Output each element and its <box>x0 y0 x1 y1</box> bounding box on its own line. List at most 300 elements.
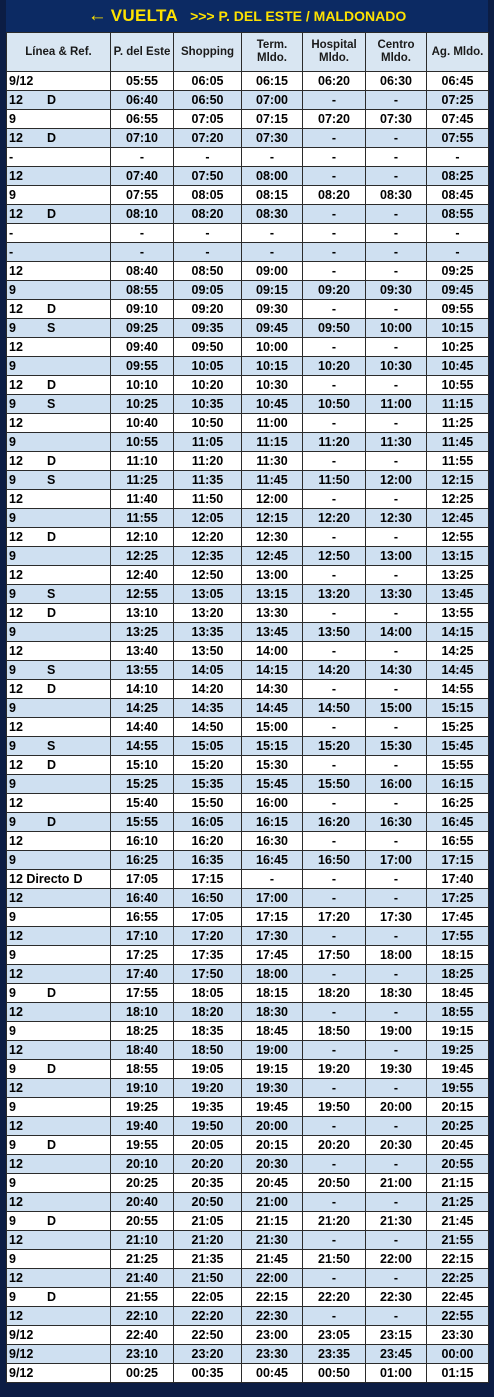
time-cell-hospital: 17:20 <box>303 908 366 927</box>
time-cell-hospital: 23:35 <box>303 1345 366 1364</box>
time-cell-punta-del-este: 07:55 <box>111 186 174 205</box>
line-reference: D <box>47 682 57 696</box>
table-row <box>7 167 489 186</box>
line-number: 9 <box>9 1252 16 1266</box>
line-reference: D <box>47 1214 57 1228</box>
time-cell-hospital: 15:50 <box>303 775 366 794</box>
time-cell-terminal: 06:15 <box>242 72 303 91</box>
line-ref-cell <box>7 1212 111 1231</box>
line-ref-cell <box>7 471 111 490</box>
time-cell-hospital: - <box>303 243 366 262</box>
line-number: 12 <box>9 967 23 981</box>
line-number: 12 <box>9 929 23 943</box>
time-cell-centro: 12:30 <box>366 509 427 528</box>
time-cell-punta-del-este: 12:40 <box>111 566 174 585</box>
line-number: 12 <box>9 340 23 354</box>
table-row <box>7 1003 489 1022</box>
time-cell-agencia: 07:55 <box>427 129 489 148</box>
time-cell-punta-del-este: 20:25 <box>111 1174 174 1193</box>
time-cell-shopping: 22:20 <box>174 1307 242 1326</box>
time-cell-centro: - <box>366 243 427 262</box>
time-cell-hospital: - <box>303 205 366 224</box>
time-cell-punta-del-este: 14:10 <box>111 680 174 699</box>
time-cell-hospital: 19:50 <box>303 1098 366 1117</box>
line-ref-cell <box>7 965 111 984</box>
time-cell-hospital: - <box>303 129 366 148</box>
time-cell-shopping: 07:50 <box>174 167 242 186</box>
time-cell-terminal: 21:15 <box>242 1212 303 1231</box>
time-cell-hospital: - <box>303 91 366 110</box>
line-reference: D <box>47 378 57 392</box>
line-ref-cell <box>7 604 111 623</box>
time-cell-centro: - <box>366 91 427 110</box>
time-cell-centro: - <box>366 794 427 813</box>
time-cell-shopping: 17:05 <box>174 908 242 927</box>
line-ref-cell <box>7 281 111 300</box>
table-row <box>7 1231 489 1250</box>
time-cell-agencia: 17:45 <box>427 908 489 927</box>
time-cell-hospital: 09:50 <box>303 319 366 338</box>
time-cell-agencia: 15:45 <box>427 737 489 756</box>
line-ref-cell <box>7 984 111 1003</box>
line-ref-cell <box>7 224 111 243</box>
line-ref-cell <box>7 585 111 604</box>
time-cell-shopping: 00:35 <box>174 1364 242 1383</box>
time-cell-punta-del-este: 13:40 <box>111 642 174 661</box>
time-cell-centro: - <box>366 965 427 984</box>
time-cell-centro: 07:30 <box>366 110 427 129</box>
line-number: 12 <box>9 796 23 810</box>
time-cell-agencia: 08:25 <box>427 167 489 186</box>
time-cell-terminal: 07:15 <box>242 110 303 129</box>
table-row <box>7 1079 489 1098</box>
time-cell-hospital: - <box>303 1041 366 1060</box>
time-cell-terminal: 13:15 <box>242 585 303 604</box>
time-cell-centro: 22:30 <box>366 1288 427 1307</box>
line-number: 12 <box>9 169 23 183</box>
time-cell-agencia: 18:15 <box>427 946 489 965</box>
time-cell-shopping: 09:05 <box>174 281 242 300</box>
time-cell-punta-del-este: 19:25 <box>111 1098 174 1117</box>
time-cell-terminal: 14:30 <box>242 680 303 699</box>
time-cell-punta-del-este: 10:40 <box>111 414 174 433</box>
time-cell-hospital: - <box>303 756 366 775</box>
line-ref-cell <box>7 1003 111 1022</box>
time-cell-hospital: - <box>303 262 366 281</box>
table-row <box>7 319 489 338</box>
time-cell-agencia: 00:00 <box>427 1345 489 1364</box>
time-cell-agencia: 08:55 <box>427 205 489 224</box>
time-cell-centro: - <box>366 1117 427 1136</box>
time-cell-hospital: 08:20 <box>303 186 366 205</box>
time-cell-agencia: 16:15 <box>427 775 489 794</box>
time-cell-terminal: 15:45 <box>242 775 303 794</box>
table-row <box>7 889 489 908</box>
time-cell-punta-del-este: 16:25 <box>111 851 174 870</box>
time-cell-punta-del-este: 07:10 <box>111 129 174 148</box>
time-cell-agencia: - <box>427 243 489 262</box>
time-cell-terminal: 17:15 <box>242 908 303 927</box>
line-ref-cell <box>7 148 111 167</box>
time-cell-terminal: 09:15 <box>242 281 303 300</box>
time-cell-agencia: 20:25 <box>427 1117 489 1136</box>
table-row <box>7 680 489 699</box>
line-number: 12 <box>9 1195 23 1209</box>
line-number: 12 <box>9 606 23 620</box>
time-cell-shopping: 16:05 <box>174 813 242 832</box>
time-cell-shopping: 19:50 <box>174 1117 242 1136</box>
time-cell-shopping: 14:20 <box>174 680 242 699</box>
line-number: 9 <box>9 1290 16 1304</box>
line-reference: D <box>47 207 57 221</box>
time-cell-agencia: 14:55 <box>427 680 489 699</box>
time-cell-terminal: 08:30 <box>242 205 303 224</box>
time-cell-agencia: 09:25 <box>427 262 489 281</box>
table-row <box>7 1155 489 1174</box>
time-cell-centro: - <box>366 1003 427 1022</box>
line-reference: S <box>47 321 56 335</box>
time-cell-shopping: 12:50 <box>174 566 242 585</box>
time-cell-agencia: 15:55 <box>427 756 489 775</box>
time-cell-shopping: 13:50 <box>174 642 242 661</box>
time-cell-hospital: 22:20 <box>303 1288 366 1307</box>
time-cell-terminal: 08:15 <box>242 186 303 205</box>
time-cell-shopping: 08:20 <box>174 205 242 224</box>
time-cell-centro: - <box>366 1231 427 1250</box>
time-cell-punta-del-este: 22:10 <box>111 1307 174 1326</box>
line-ref-cell <box>7 528 111 547</box>
time-cell-agencia: 19:25 <box>427 1041 489 1060</box>
line-number: 9/12 <box>9 1366 34 1380</box>
time-cell-agencia: 20:15 <box>427 1098 489 1117</box>
time-cell-punta-del-este: 11:40 <box>111 490 174 509</box>
column-header-terminal: Term. Mldo. <box>242 33 303 72</box>
table-row <box>7 338 489 357</box>
time-cell-shopping: 07:20 <box>174 129 242 148</box>
table-row <box>7 984 489 1003</box>
time-cell-shopping: 16:20 <box>174 832 242 851</box>
time-cell-centro: - <box>366 1155 427 1174</box>
line-reference: D <box>47 454 57 468</box>
time-cell-agencia: 19:15 <box>427 1022 489 1041</box>
line-number: 9 <box>9 986 16 1000</box>
line-number: 9 <box>9 701 16 715</box>
time-cell-hospital: 14:20 <box>303 661 366 680</box>
line-number: 9 <box>9 1100 16 1114</box>
time-cell-agencia: 14:25 <box>427 642 489 661</box>
table-row <box>7 490 489 509</box>
table-row <box>7 623 489 642</box>
line-ref-cell <box>7 718 111 737</box>
table-row <box>7 1117 489 1136</box>
line-ref-cell <box>7 1060 111 1079</box>
time-cell-shopping: 22:50 <box>174 1326 242 1345</box>
line-number: - <box>9 245 14 259</box>
line-reference: S <box>47 663 56 677</box>
table-row <box>7 927 489 946</box>
time-cell-terminal: 12:45 <box>242 547 303 566</box>
line-ref-cell <box>7 72 111 91</box>
line-number: - <box>9 150 14 164</box>
time-cell-hospital: 21:50 <box>303 1250 366 1269</box>
time-cell-centro: 12:00 <box>366 471 427 490</box>
time-cell-terminal: 12:00 <box>242 490 303 509</box>
time-cell-centro: 16:30 <box>366 813 427 832</box>
time-cell-hospital: 23:05 <box>303 1326 366 1345</box>
time-cell-shopping: 21:05 <box>174 1212 242 1231</box>
line-number: 9 <box>9 283 16 297</box>
time-cell-centro: - <box>366 148 427 167</box>
table-row <box>7 376 489 395</box>
time-cell-agencia: - <box>427 148 489 167</box>
time-cell-centro: 22:00 <box>366 1250 427 1269</box>
time-cell-hospital: 13:20 <box>303 585 366 604</box>
line-ref-cell <box>7 1041 111 1060</box>
time-cell-punta-del-este: 11:10 <box>111 452 174 471</box>
time-cell-terminal: 19:45 <box>242 1098 303 1117</box>
time-cell-hospital: - <box>303 680 366 699</box>
time-cell-terminal: 20:00 <box>242 1117 303 1136</box>
time-cell-terminal: 22:30 <box>242 1307 303 1326</box>
time-cell-agencia: 13:55 <box>427 604 489 623</box>
table-row <box>7 72 489 91</box>
line-number: 9 <box>9 1062 16 1076</box>
line-ref-cell <box>7 357 111 376</box>
time-cell-punta-del-este: 18:25 <box>111 1022 174 1041</box>
line-ref-cell <box>7 1193 111 1212</box>
line-number: 9 <box>9 188 16 202</box>
time-cell-centro: 10:30 <box>366 357 427 376</box>
line-reference: D <box>47 606 57 620</box>
line-ref-cell <box>7 908 111 927</box>
table-row <box>7 471 489 490</box>
time-cell-hospital: - <box>303 490 366 509</box>
time-cell-centro: - <box>366 832 427 851</box>
line-number: - <box>9 226 14 240</box>
time-cell-terminal: 13:30 <box>242 604 303 623</box>
time-cell-centro: - <box>366 1269 427 1288</box>
time-cell-agencia: 19:45 <box>427 1060 489 1079</box>
table-row <box>7 908 489 927</box>
time-cell-agencia: 10:55 <box>427 376 489 395</box>
time-cell-shopping: 19:05 <box>174 1060 242 1079</box>
time-cell-centro: - <box>366 1041 427 1060</box>
time-cell-hospital: - <box>303 604 366 623</box>
line-ref-cell <box>7 262 111 281</box>
time-cell-centro: 01:00 <box>366 1364 427 1383</box>
table-row <box>7 1041 489 1060</box>
time-cell-centro: 11:00 <box>366 395 427 414</box>
table-row <box>7 1250 489 1269</box>
line-ref-cell <box>7 1364 111 1383</box>
time-cell-centro: - <box>366 490 427 509</box>
time-cell-punta-del-este: 18:55 <box>111 1060 174 1079</box>
line-number: 9 <box>9 625 16 639</box>
line-ref-cell <box>7 699 111 718</box>
line-number: 9/12 <box>9 74 34 88</box>
line-ref-cell <box>7 680 111 699</box>
time-cell-agencia: 22:45 <box>427 1288 489 1307</box>
time-cell-shopping: 15:05 <box>174 737 242 756</box>
line-ref-cell <box>7 737 111 756</box>
line-number: 9 <box>9 910 16 924</box>
line-number: 12 <box>9 1043 23 1057</box>
line-ref-cell <box>7 1269 111 1288</box>
time-cell-hospital: 12:20 <box>303 509 366 528</box>
line-ref-cell <box>7 1288 111 1307</box>
time-cell-agencia: 12:55 <box>427 528 489 547</box>
time-cell-agencia: 17:40 <box>427 870 489 889</box>
time-cell-centro: - <box>366 870 427 889</box>
time-cell-terminal: 16:45 <box>242 851 303 870</box>
time-cell-shopping: 19:20 <box>174 1079 242 1098</box>
time-cell-terminal: 21:00 <box>242 1193 303 1212</box>
line-number: 12 <box>9 1005 23 1019</box>
line-number: 12 <box>9 93 23 107</box>
time-cell-punta-del-este: 09:25 <box>111 319 174 338</box>
time-cell-terminal: 11:15 <box>242 433 303 452</box>
time-cell-shopping: 11:05 <box>174 433 242 452</box>
time-cell-agencia: 11:45 <box>427 433 489 452</box>
time-cell-hospital: - <box>303 148 366 167</box>
time-cell-punta-del-este: 14:55 <box>111 737 174 756</box>
time-cell-centro: - <box>366 528 427 547</box>
time-cell-centro: - <box>366 262 427 281</box>
time-cell-terminal: 22:00 <box>242 1269 303 1288</box>
time-cell-agencia: 11:55 <box>427 452 489 471</box>
time-cell-punta-del-este: 10:55 <box>111 433 174 452</box>
time-cell-shopping: 16:50 <box>174 889 242 908</box>
line-reference: D <box>47 131 57 145</box>
time-cell-agencia: 16:45 <box>427 813 489 832</box>
time-cell-centro: - <box>366 205 427 224</box>
time-cell-terminal: - <box>242 243 303 262</box>
line-reference: D <box>47 815 57 829</box>
time-cell-hospital: - <box>303 870 366 889</box>
time-cell-agencia: 15:25 <box>427 718 489 737</box>
time-cell-punta-del-este: 06:40 <box>111 91 174 110</box>
time-cell-terminal: 10:45 <box>242 395 303 414</box>
time-cell-shopping: 08:05 <box>174 186 242 205</box>
time-cell-centro: - <box>366 718 427 737</box>
time-cell-hospital: - <box>303 338 366 357</box>
line-ref-cell <box>7 1022 111 1041</box>
timetable <box>6 32 489 1383</box>
table-row <box>7 1212 489 1231</box>
time-cell-punta-del-este: 14:40 <box>111 718 174 737</box>
line-number: 9 <box>9 853 16 867</box>
time-cell-agencia: 12:25 <box>427 490 489 509</box>
time-cell-shopping: 17:20 <box>174 927 242 946</box>
time-cell-agencia: 11:15 <box>427 395 489 414</box>
time-cell-agencia: 06:45 <box>427 72 489 91</box>
time-cell-terminal: 14:45 <box>242 699 303 718</box>
time-cell-punta-del-este: 10:10 <box>111 376 174 395</box>
time-cell-terminal: 18:45 <box>242 1022 303 1041</box>
time-cell-punta-del-este: 17:05 <box>111 870 174 889</box>
time-cell-shopping: - <box>174 224 242 243</box>
line-ref-cell <box>7 1345 111 1364</box>
time-cell-hospital: - <box>303 376 366 395</box>
line-number: 12 <box>9 1081 23 1095</box>
time-cell-hospital: - <box>303 1003 366 1022</box>
time-cell-punta-del-este: 17:55 <box>111 984 174 1003</box>
time-cell-centro: - <box>366 338 427 357</box>
line-ref-cell <box>7 376 111 395</box>
table-row <box>7 813 489 832</box>
time-cell-centro: 19:30 <box>366 1060 427 1079</box>
time-cell-shopping: 18:05 <box>174 984 242 1003</box>
line-number: 12 <box>9 568 23 582</box>
time-cell-shopping: 06:05 <box>174 72 242 91</box>
time-cell-shopping: 15:35 <box>174 775 242 794</box>
time-cell-terminal: 13:45 <box>242 623 303 642</box>
line-ref-cell <box>7 433 111 452</box>
line-reference: D <box>47 1290 57 1304</box>
time-cell-punta-del-este: 13:25 <box>111 623 174 642</box>
time-cell-centro: - <box>366 566 427 585</box>
time-cell-agencia: 09:45 <box>427 281 489 300</box>
time-cell-centro: - <box>366 1307 427 1326</box>
time-cell-agencia: 23:30 <box>427 1326 489 1345</box>
time-cell-hospital: - <box>303 965 366 984</box>
time-cell-shopping: 21:35 <box>174 1250 242 1269</box>
time-cell-punta-del-este: 21:40 <box>111 1269 174 1288</box>
time-cell-shopping: 09:50 <box>174 338 242 357</box>
line-number: 12 <box>9 1309 23 1323</box>
time-cell-shopping: 17:15 <box>174 870 242 889</box>
time-cell-terminal: 10:30 <box>242 376 303 395</box>
time-cell-agencia: 18:55 <box>427 1003 489 1022</box>
time-cell-punta-del-este: 18:40 <box>111 1041 174 1060</box>
time-cell-shopping: 08:50 <box>174 262 242 281</box>
line-ref-cell <box>7 1307 111 1326</box>
time-cell-terminal: 20:15 <box>242 1136 303 1155</box>
time-cell-punta-del-este: 13:55 <box>111 661 174 680</box>
line-ref-cell <box>7 623 111 642</box>
line-ref-cell <box>7 1250 111 1269</box>
time-cell-terminal: - <box>242 224 303 243</box>
time-cell-agencia: 10:25 <box>427 338 489 357</box>
time-cell-terminal: 10:15 <box>242 357 303 376</box>
table-row <box>7 414 489 433</box>
time-cell-shopping: 21:50 <box>174 1269 242 1288</box>
table-row <box>7 243 489 262</box>
time-cell-punta-del-este: 00:25 <box>111 1364 174 1383</box>
time-cell-centro: - <box>366 167 427 186</box>
time-cell-centro: 21:30 <box>366 1212 427 1231</box>
time-cell-punta-del-este: 08:55 <box>111 281 174 300</box>
time-cell-shopping: 12:35 <box>174 547 242 566</box>
time-cell-hospital: - <box>303 452 366 471</box>
time-cell-punta-del-este: 09:10 <box>111 300 174 319</box>
time-cell-agencia: 18:25 <box>427 965 489 984</box>
line-ref-cell <box>7 775 111 794</box>
time-cell-shopping: 09:20 <box>174 300 242 319</box>
time-cell-hospital: - <box>303 1269 366 1288</box>
time-cell-agencia: 21:55 <box>427 1231 489 1250</box>
time-cell-hospital: 16:50 <box>303 851 366 870</box>
time-cell-shopping: 22:05 <box>174 1288 242 1307</box>
time-cell-punta-del-este: 09:40 <box>111 338 174 357</box>
table-row <box>7 1060 489 1079</box>
time-cell-agencia: 09:55 <box>427 300 489 319</box>
time-cell-centro: - <box>366 889 427 908</box>
time-cell-agencia: 10:15 <box>427 319 489 338</box>
time-cell-centro: 23:15 <box>366 1326 427 1345</box>
time-cell-centro: - <box>366 224 427 243</box>
table-row <box>7 1364 489 1383</box>
